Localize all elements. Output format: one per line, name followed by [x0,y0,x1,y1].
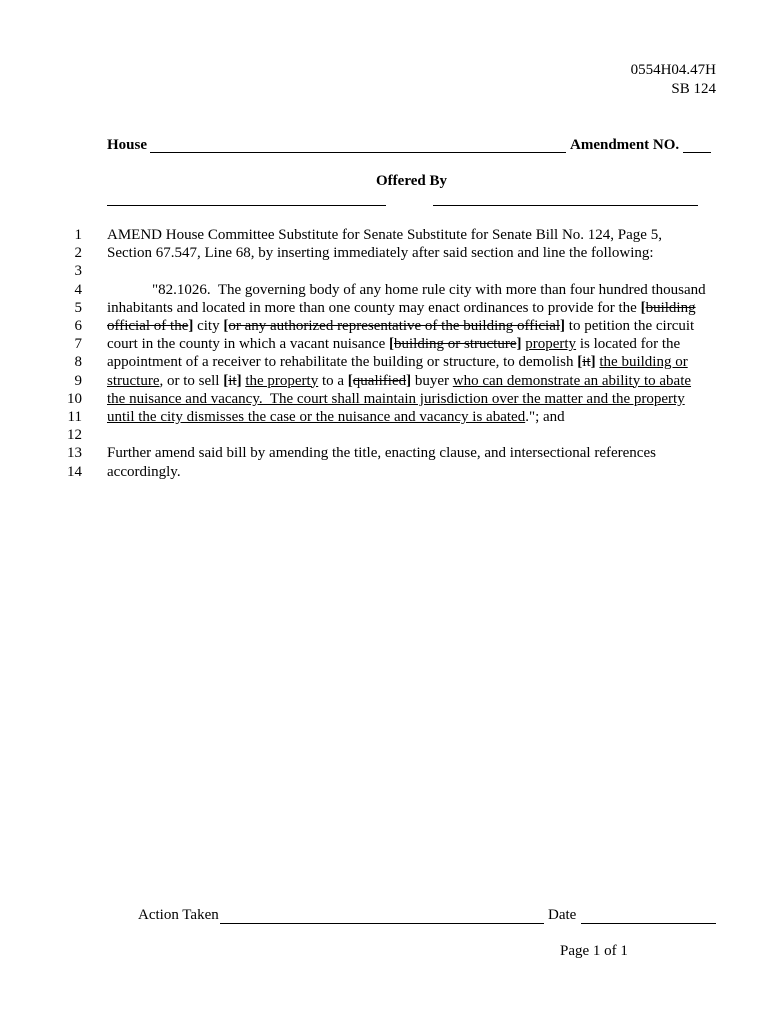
inserted-text: the nuisance and vacancy. The court shall maintain jurisdiction over the matter and the property [107,390,685,407]
inserted-text: property [525,336,577,353]
inserted-text: the building or [599,354,688,371]
body-line [107,373,691,390]
line-number: 1 [74,227,82,243]
page-number: Page 1 of 1 [560,943,628,959]
inserted-text: until the city dismisses the case or the nuisance and vacancy is abated [107,409,526,425]
body-line [107,391,685,408]
amendment-label: Amendment NO. [570,137,680,153]
deleted-text: building or structure [394,336,517,353]
bracket: [ [577,354,583,371]
inserted-text: the property [245,372,319,389]
body-line [107,464,181,481]
line-text-segment: AMEND House Committee Substitute for Senate Substitute for Senate Bill No. 124, Page 5, [107,227,662,243]
deleted-text: building [645,299,696,316]
deleted-text: it [228,372,237,389]
line-number: 4 [74,281,82,298]
line-text-segment: ."; and [525,409,565,425]
line-text-segment: to petition the circuit [565,318,695,334]
line-number: 12 [67,427,82,444]
line-text-segment: to a [318,372,348,389]
inserted-text: structure [107,372,160,389]
line-text-segment: "82.1026. The governing body of any home rule city with more than four hundred thousand [152,281,706,298]
line-number: 14 [67,463,82,480]
bracket: ] [406,372,412,389]
bracket: ] [590,354,596,371]
action-taken-line [220,923,544,924]
deleted-text: qualified [352,372,407,389]
body-line [107,354,688,371]
line-number: 11 [67,409,82,425]
line-text-segment: appointment of a receiver to rehabilitate the building or structure, to demolish [107,354,578,371]
line-text-segment: is located for the [576,336,681,353]
body-line [107,245,654,262]
bracket: ] [188,318,194,334]
line-number: 3 [74,263,82,280]
inserted-text: who can demonstrate an ability to abate [452,372,692,389]
line-number: 6 [74,318,82,334]
line-text-segment: inhabitants and located in more than one county may enact ordinances to provide for the [107,299,641,316]
house-blank-line [150,152,566,153]
date-label: Date [548,907,577,923]
bracket: ] [516,336,522,353]
date-line [581,923,716,924]
body-line [107,318,694,335]
line-text-segment: accordingly. [107,463,181,480]
line-text-segment: court in the county in which a vacant nuisance [107,336,389,353]
bracket: [ [347,372,353,389]
bracket: [ [223,372,229,389]
line-number: 8 [74,354,82,371]
line-text-segment: city [193,318,224,334]
amendment-number-blank [683,152,711,153]
bill-reference: SB 124 [671,81,716,97]
body-line [107,300,696,317]
house-label: House [107,137,148,153]
line-text-segment: Further amend said bill by amending the title, enacting clause, and intersectional references [107,445,656,462]
action-taken-label: Action Taken [138,907,219,923]
document-number: 0554H04.47H [630,62,716,78]
bracket: [ [223,318,229,334]
line-text-segment: , or to sell [159,372,224,389]
bracket: ] [236,372,242,389]
line-number: 13 [67,445,82,462]
line-number: 7 [74,336,82,353]
bracket: [ [640,299,646,316]
line-text-segment: buyer [411,372,453,389]
body-line [107,227,662,244]
bracket: ] [560,318,566,334]
line-number: 2 [74,245,82,262]
offered-by-label: Offered By [376,173,447,189]
line-number: 9 [74,372,82,389]
bracket: [ [389,336,394,353]
deleted-text: or any authorized representative of the building official [228,318,561,334]
body-line [107,409,565,426]
offered-by-line-left [107,205,386,206]
deleted-text: official of the [107,318,189,334]
line-text-segment: Section 67.547, Line 68, by inserting immediately after said section and line the following: [107,245,654,262]
body-line [152,282,706,299]
body-line [107,445,656,462]
line-number: 10 [67,390,82,407]
line-number: 5 [74,299,82,316]
offered-by-line-right [433,205,698,206]
body-line [107,336,680,353]
deleted-text: it [582,354,591,371]
